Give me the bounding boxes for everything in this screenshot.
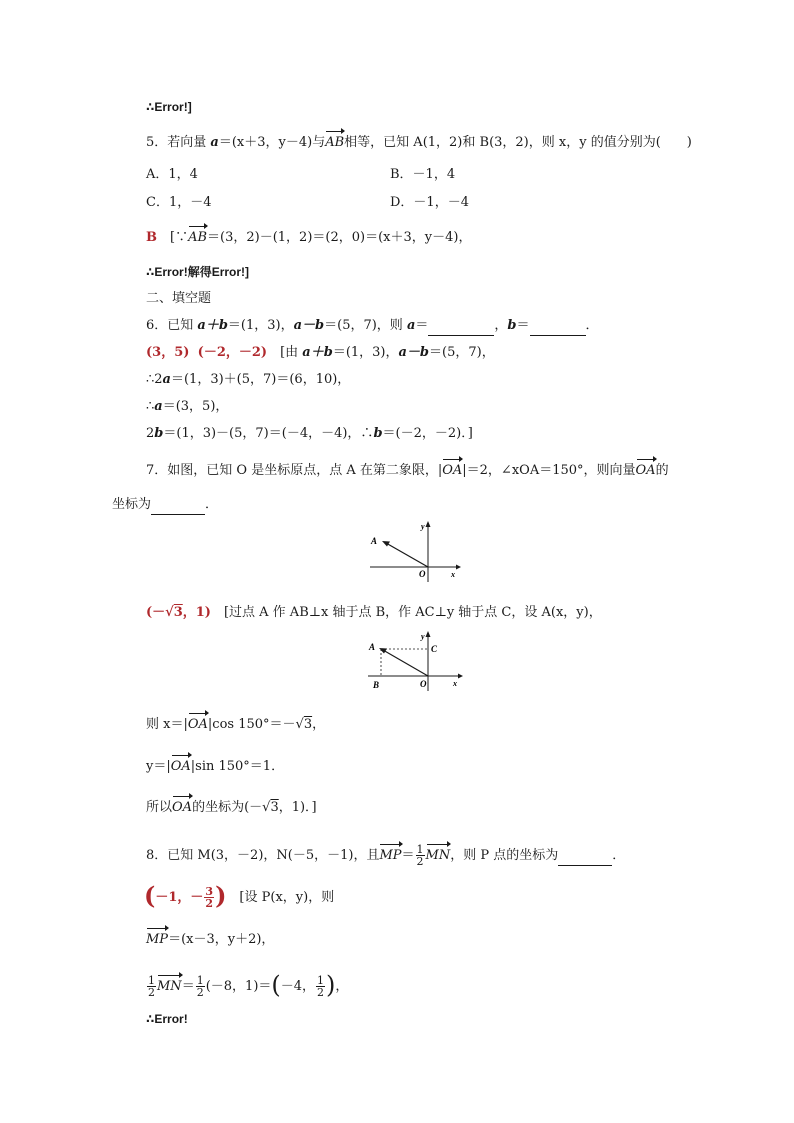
solution-text: 所以 [146,800,173,815]
vector-arrowhead [382,541,390,547]
fraction [204,886,214,909]
q8-text: ，则 P 点的坐标为 [450,848,559,863]
q6-text: ＝ [415,318,429,333]
q6-solution [146,344,495,362]
answer-blank [151,496,205,515]
q7-text: 7．如图，已知 O 是坐标原点，点 A 在第二象限，| [146,463,443,478]
vector-ab: AB [325,135,345,150]
q7-solution-line [146,758,284,776]
vector-mp: MP [146,932,169,947]
q8-solution-line: $\frac{1}{2}$ MN＝ $\frac{1}{2}$ (－8，1)＝(－4， $\frac{1}{2}$ )， [148,971,349,999]
answer-part: －1，－ [155,890,204,905]
solution-text: ＝(1，3)， [332,345,399,360]
y-label: y [421,632,425,641]
section-heading: 二、填空题 [146,291,212,306]
solution-text: ＝(x－3，y＋2)， [168,932,275,947]
radicand: 3 [173,605,183,620]
fraction [196,975,205,998]
denominator: 2 [148,986,155,999]
q7-text: |＝2，∠xOA＝150°，则向量 [462,463,636,478]
q6-solution-line [146,425,473,443]
solution-text: ＝(1，3)＋(5，7)＝(6，10)， [170,372,351,387]
vector-oa-line [383,650,428,676]
q5-solution [146,229,471,247]
q6-solution-line [146,371,350,389]
y-label: y [421,522,425,531]
fraction [147,975,156,998]
q5-text: 相等，已知 A(1，2)和 B(3，2)，则 x，y 的值分别为( ) [344,135,692,150]
solution-text: [∵ [157,230,189,245]
q6-text: ＝(1，3)， [227,318,294,333]
question-7 [146,462,669,480]
numerator: 1 [317,974,325,987]
point-a-label: A [371,536,378,546]
error-text: ∴Error! [146,1012,188,1026]
q5-text: 5．若向量 [146,135,211,150]
solution-text: ＝(1，3)－(5，7)＝(－4，－4)，∴ [163,426,374,441]
solution-text: ∴ [146,399,155,414]
q7-solution-line: 所以OA的坐标为(－√3，1)．] [146,800,317,815]
denominator: 2 [317,986,325,999]
answer-blank [428,317,494,336]
question-5 [146,134,692,152]
x-axis-arrow [456,565,461,570]
vector-oa: OA [187,717,208,732]
vector-b: b [154,426,164,441]
vector-b: b [373,426,383,441]
q6-text: ＝(5，7)，则 [324,318,407,333]
vector-a: a [210,135,219,150]
q6-text: ＝ [516,318,530,333]
solution-text: －4， [280,979,316,994]
solution-text: 则 x＝| [146,717,188,732]
option-b: B．－1，4 [390,167,456,182]
answer-blank [558,847,612,866]
vector-b: b [507,318,517,333]
solution-text: |cos 150°＝－ [207,717,296,732]
origin-label: O [420,679,427,689]
fraction [416,844,425,867]
point-a-label: A [369,642,376,652]
solution-text: [由 [267,345,303,360]
solution-text: ，1)．] [278,800,317,815]
solution-text: ， [312,717,326,732]
option-a: A．1，4 [146,167,198,182]
vector-a: a [162,372,171,387]
vector-a: a [406,318,416,333]
vector-diff: a－b [293,318,325,333]
coordinate-figure-2 [364,630,464,692]
solution-text: ＝ [181,979,195,994]
numerator: 1 [416,843,424,856]
y-axis-arrow [426,521,431,527]
numerator: 1 [196,974,204,987]
vector-oa: OA [170,759,191,774]
origin-label: O [419,569,426,579]
answer: (3，5) [146,345,190,360]
q7-text: ． [205,497,219,512]
q6-solution-line [146,398,228,416]
coordinate-figure-1 [366,520,462,584]
solution-text: ， [335,979,349,994]
x-axis-arrow [458,674,463,679]
numerator: 3 [205,885,214,898]
solution-text: |sin 150°＝1． [190,759,285,774]
solution-text: (－8，1)＝ [205,979,272,994]
vector-oa: OA [635,463,656,478]
solution-text: [设 P(x，y)，则 [226,890,335,905]
vector-mp: MP [379,848,402,863]
fraction [316,975,325,998]
q6-text: 6．已知 [146,318,198,333]
q7-text: 的 [655,463,669,478]
x-label: x [451,570,455,579]
q5-text: ＝(x＋3，y－4)与 [218,135,326,150]
vector-oa: OA [172,800,193,815]
vector-mn: MN [425,848,451,863]
q6-text: ． [585,318,599,333]
radicand: 3 [303,717,313,732]
question-7-cont [112,496,218,515]
solution-text: ＝(3，2)－(1，2)＝(2，0)＝(x＋3，y－4)， [207,230,472,245]
vector-a: a [154,399,163,414]
x-label: x [453,679,457,688]
denominator: 2 [416,855,424,868]
q8-solution [144,881,335,910]
radicand: 3 [270,800,279,815]
denominator: 2 [196,986,204,999]
solution-text: ＝(5，7)， [429,345,495,360]
error-text: ∴Error!解得Error!] [146,265,250,279]
vector-oa-line [386,543,428,567]
question-8 [146,844,625,867]
q7-text: 坐标为 [112,497,152,512]
numerator: 1 [148,974,155,987]
answer: (－√3，1) [146,605,211,620]
vector-diff: a－b [398,345,430,360]
answer-part: ，1) [182,605,211,620]
q8-solution-line [146,931,274,949]
solution-text: ＝(－2，－2)．] [382,426,473,441]
solution-text: y＝| [146,759,171,774]
vector-sum: a＋b [302,345,333,360]
answer-blank [530,317,586,336]
q6-text: ， [494,318,508,333]
answer: (－1，－ $\frac{3}{2}$ ) [144,881,227,910]
y-axis-arrow [426,631,431,637]
vector-sum: a＋b [197,318,228,333]
option-c: C．1，－4 [146,195,212,210]
vector-mn: MN [157,979,182,994]
solution-text: ∴2 [146,372,163,387]
error-text: ∴Error!] [146,100,192,114]
vector-oa: OA [442,463,463,478]
answer: (－2，－2) [197,345,268,360]
q7-solution-line: 则 x＝|OA|cos 150°＝－√3， [146,717,326,732]
point-c-label: C [431,644,438,654]
option-d: D．－1，－4 [390,195,469,210]
point-b-label: B [373,680,380,690]
solution-text: ＝(3，5)， [162,399,229,414]
q8-text: ＝ [401,848,415,863]
vector-ab: AB [188,230,208,245]
solution-text: 的坐标为(－ [192,800,263,815]
solution-text: 2 [146,426,155,441]
q8-text: ． [612,848,626,863]
solution-text: [过点 A 作 AB⊥x 轴于点 B，作 AC⊥y 轴于点 C，设 A(x，y)， [210,605,602,620]
answer: B [146,230,157,245]
q7-solution [146,604,602,622]
denominator: 2 [205,897,214,910]
q8-text: 8．已知 M(3，－2)，N(－5，－1)，且 [146,848,380,863]
answer-part: (－ [146,605,166,620]
question-6 [146,317,599,336]
